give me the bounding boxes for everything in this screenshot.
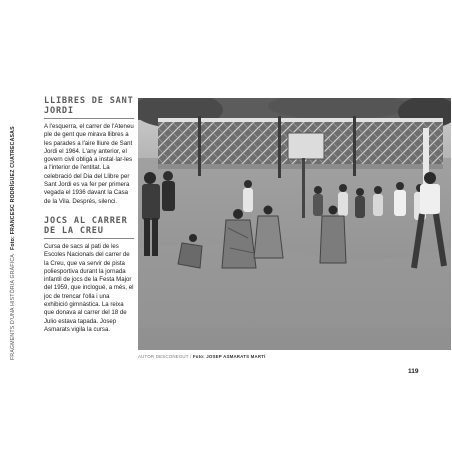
spine-section: FRAGMENTS D'UNA HISTÒRIA GRÀFICA	[10, 254, 16, 360]
spine-margin	[6, 126, 20, 360]
spine-text	[6, 126, 20, 360]
spine-credit: Foto: FRANCESC RODRÍGUEZ CUATRECASAS	[10, 126, 16, 251]
sack-race-photo	[138, 98, 451, 350]
caption-credit: Foto: JOSEP ASMARATS MARTÍ	[192, 354, 266, 359]
photo-caption	[138, 354, 388, 359]
photo-illustration	[138, 98, 451, 350]
section-body-jocs: Cursa de sacs al pati de les Escoles Nacionals del carrer de la Creu, que va servir de pista poliesportiva durant la jornada infantil de jocs de la Festa Major del 1959, que inclogué, a més, el joc de trencar l'olla i una exhibició gimnàstica. La reixa que donava al carrer del 18 de Julio estava tapada. Josep Asmarats vigila la cursa.	[44, 242, 134, 333]
section-body-sant-jordi: A l'esquerra, el carrer de l'Ateneu ple de gent que mirava llibres a les parades a l'aire lliure de Sant Jordi el 1964. L'any anterior, el govern civil obligà a instal·lar-les a l'interior de l'entitat. La celebració del Dia del Llibre per Sant Jordi es va fer per primera vegada el 1936 davant la Casa de la Vila. Després, silenci.	[44, 123, 134, 205]
caption-prefix: AUTOR DESCONEGUT /	[138, 354, 193, 359]
section-heading-sant-jordi: LLIBRES DE SANT JORDI	[44, 96, 134, 119]
section-heading-jocs: JOCS AL CARRER DE LA CREU	[44, 216, 134, 239]
text-column	[44, 96, 134, 344]
page-number: 119	[408, 368, 419, 375]
